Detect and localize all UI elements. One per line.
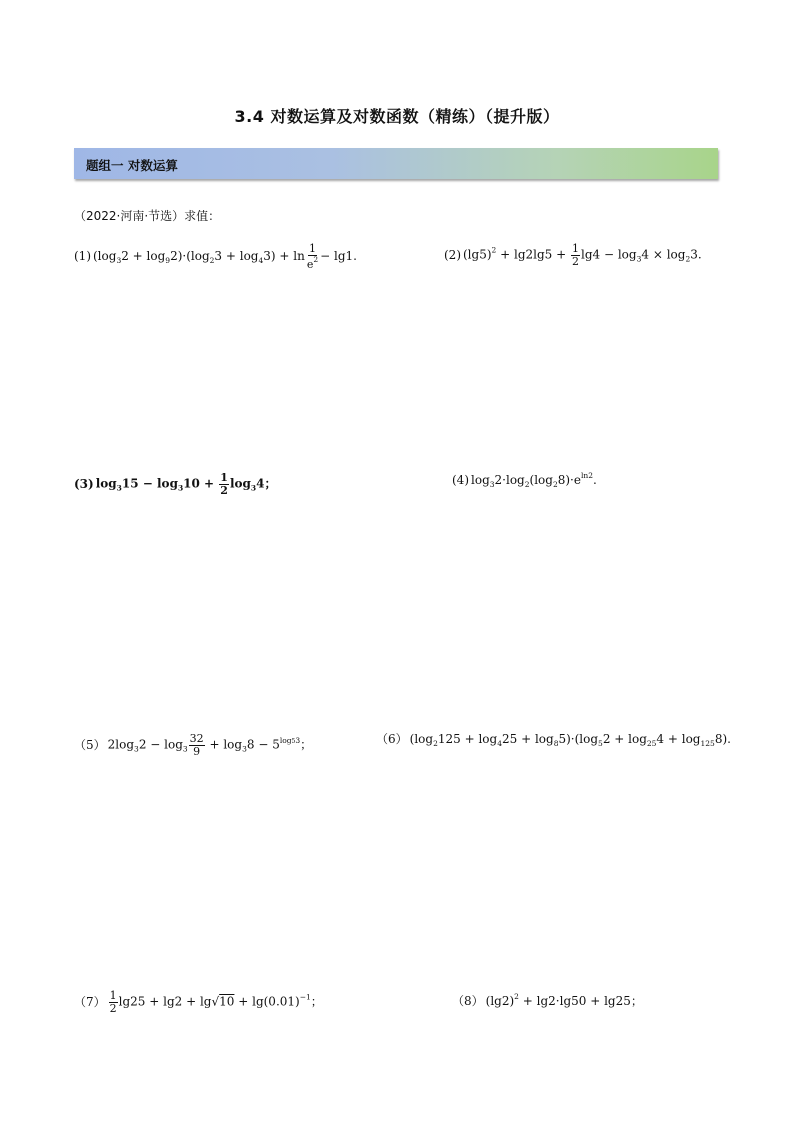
problem-1: (1) $(\log_32 + \log_92)\cdot(\log_23 + \log_43) + \ln$ $\frac{1}{e^2}$ − lg1. [74, 242, 357, 271]
problem-4: (4) $\log_32\cdot\log_2(\log_28)\cdot e^{ln2}$. [452, 471, 597, 489]
fraction: $\frac{1}{2}$ [109, 989, 117, 1015]
section-banner [74, 148, 718, 179]
fraction: $\frac{1}{2}$ [220, 471, 228, 497]
fraction: $\frac{1}{e^2}$ [306, 242, 319, 271]
sqrt-symbol: √ [211, 994, 220, 1009]
problem-7: （7） $\frac{1}{2}$ $\lg 25 + \lg 2 + \lg√10 + \lg(0.01)^{-1}$； [74, 989, 323, 1015]
problem-6: （6） $(\log_2125 + \log_425 + \log_85)\cdot(\log_52 + \log_{25}4 + \log_{125}8)$. [376, 732, 731, 748]
problem-5: （5） $2\log_32 - \log_3$ $\frac{32}{9}$ + $\log_38 - 5^{log53}$； [74, 732, 313, 758]
problem-2: (2) $(\lg 5)^2 + \lg 2\lg 5$ + $\frac{1}{2}$ $\lg 4 - \log_34 \times \log_23$. [444, 242, 702, 268]
page-title: 3.4 对数运算及对数函数（精练）（提升版） [234, 107, 560, 126]
problem-3: (3) $\log_315 - \log_310$ + $\frac{1}{2}$ $\log_34$； [74, 471, 277, 497]
fraction: $\frac{1}{2}$ [572, 242, 579, 268]
problem-8: （8） $(\lg 2)^2 + \lg 2\cdot\lg 50 + \lg 25$； [452, 992, 643, 1008]
fraction: $\frac{32}{9}$ [189, 732, 204, 758]
section-title: 题组一 对数运算 [86, 158, 178, 173]
problem-source: （2022·河南·节选）求值： [74, 209, 221, 223]
